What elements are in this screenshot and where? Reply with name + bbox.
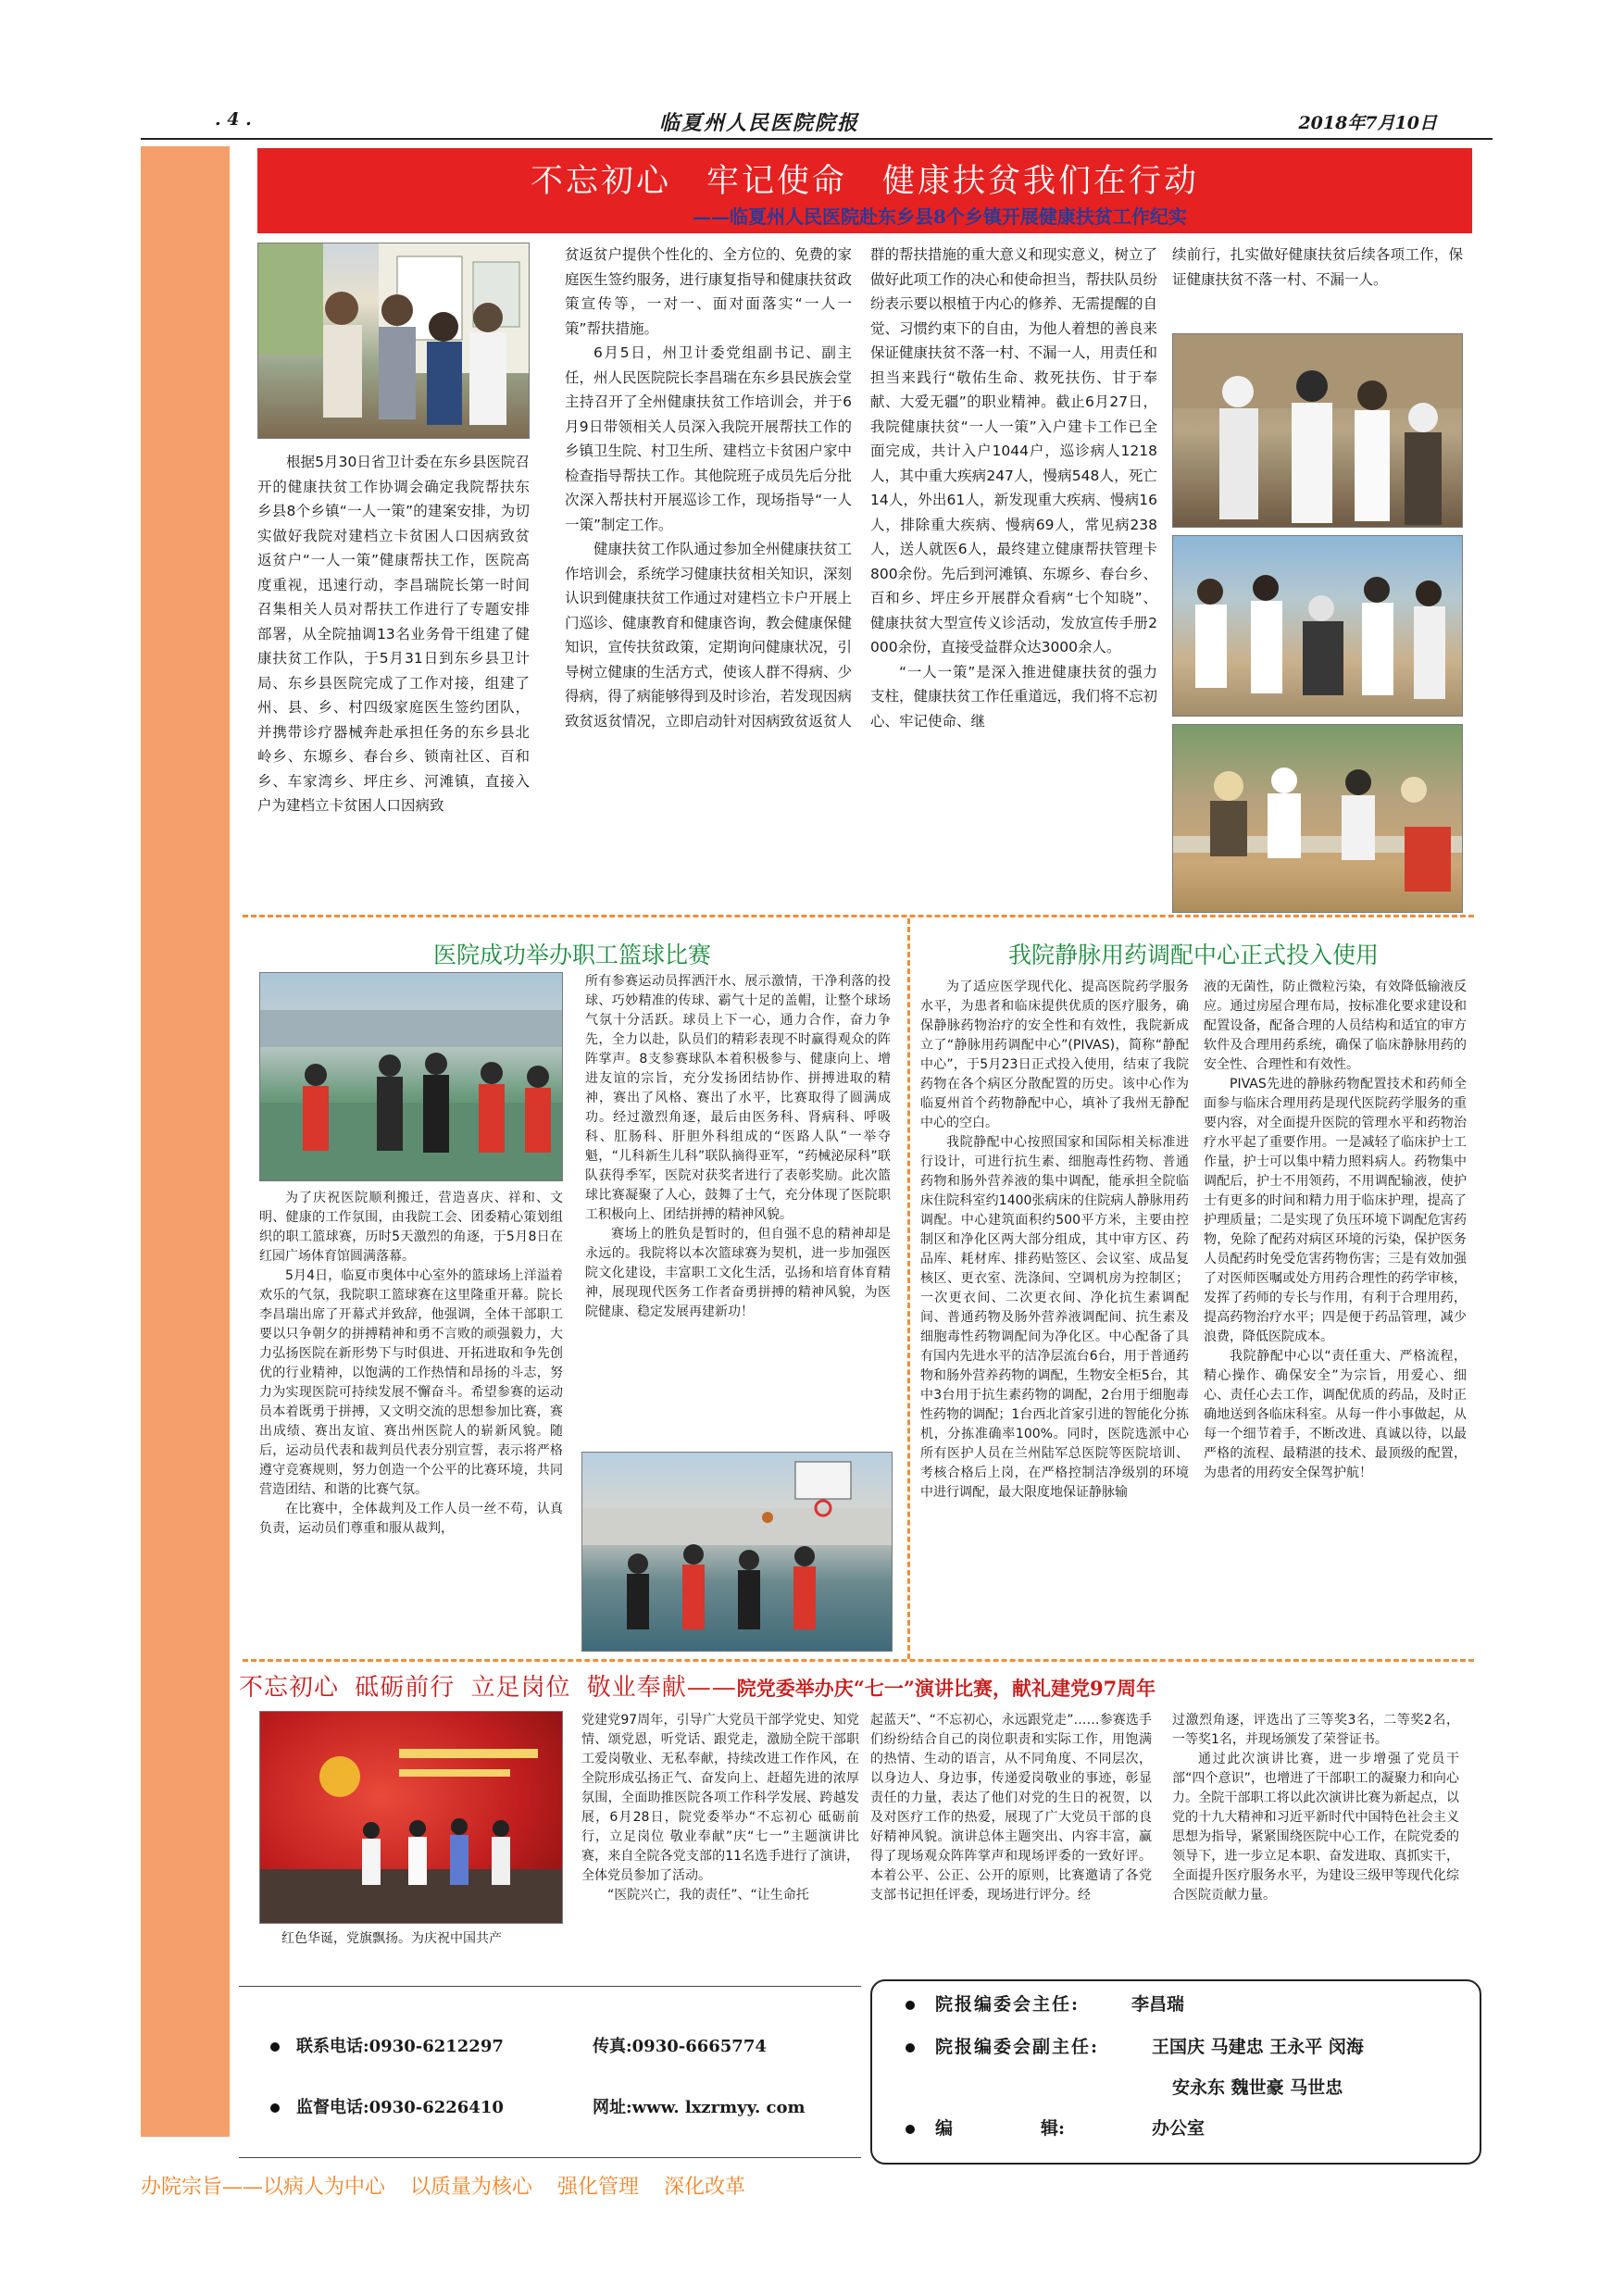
editor-chief-row (906, 1990, 1184, 2015)
pivas-col2-para: PIVAS先进的静脉药物配置技术和药师全面参与临床合理用药是现代医院药学服务的重要内容，对全面提升医院的管理水平和药物治疗水平起了重要作用。一是减轻了临床护士工作量，护士可以集中精力照料病人。药物集中调配后，护士不用领药，不用调配输液，使护士有更多的时间和精力用于临床护理，提高了护理质量；二是实现了负压环境下调配危害药物，免除了配药对病区环境的污染，保护医务人员配药时免受危害药物伤害；三是有效加强了对医师医嘱或处方用药合理性的药学审核，发挥了药师的专长与作用，有利于合理用药，提高药物治疗水平；四是便于药品管理，减少浪费，降低医院成本。 (1204, 1077, 1467, 1344)
bullet-icon (906, 2001, 915, 2010)
photo-home-visit-art (1173, 334, 1463, 528)
divider-mid (243, 915, 1474, 917)
photo-speech-stage (259, 1711, 563, 1924)
bullet-icon (906, 2125, 915, 2134)
article1-col1-para: 根据5月30日省卫计委在东乡县医院召开的健康扶贫工作协调会确定我院帮扶东乡县8个乡镇“一人一策”的建案安排，为切实做好我院对建档立卡贫困人口因病致贫返贫户“一人一策”健康帮扶工作，医院高度重视，迅速行动，李昌瑞院长第一时间召集相关人员对帮扶工作进行了专题安排部署，从全院抽调13名业务骨干组建了健康扶贫工作队，于5月31日到东乡县卫计局、东乡县医院完成了工作对接，组建了州、县、乡、村四级家庭医生签约团队，并携带诊疗器械奔赴承担任务的东乡县北岭乡、东塬乡、春台乡、锁南社区、百和乡、车家湾乡、坪庄乡、河滩镇，直接入户为建档立卡贫困人口因病致 (257, 454, 530, 814)
photo-checkup (1172, 535, 1463, 717)
pivas-col2 (1204, 978, 1467, 1644)
hospital-motto: 办院宗旨——以病人为中心 以质量为核心 强化管理 深化改革 (141, 2176, 745, 2199)
editor-row (906, 2115, 1205, 2140)
headline-banner (257, 148, 1472, 233)
article1-col2-para: 6月5日，州卫计委党组副书记、副主任，州人民医院院长李昌瑞在东乡县民族会堂主持召开了全州健康扶贫工作培训会，并于6月9日带领相关人员深入我院开展帮扶工作的乡镇卫生院、村卫生所、建档立卡贫困户家中检查指导帮扶工作。其他院班子成员先后分批次深入帮扶村开展巡诊工作，现场指导“一人一策”制定工作。 (565, 344, 852, 533)
speech-col3 (1172, 1711, 1459, 1961)
article1-col3-para: 群的帮扶措施的重大意义和现实意义，树立了做好此项工作的决心和使命担当，帮扶队员纷纷表示要以根植于内心的修养、无需提醒的自觉、习惯约束下的自由，为他人着想的善良来保证健康扶贫不落一村、不漏一人，用责任和担当来践行“敬佑生命、救死扶伤、甘于奉献、大爱无疆”的职业精神。截止6月27日，我院健康扶贫“一人一策”入户建卡工作已全面完成，共计入户1044户，巡诊病人1218人，其中重大疾病247人，慢病548人，死亡14人，外出61人，新发现重大疾病、慢病16人，排除重大疾病、慢病69人，常见病238人，送人就医6人，最终建立健康帮扶管理卡800余份。先后到河滩镇、东塬乡、春台乡、百和乡、坪庄乡开展群众看病“七个知晓”、健康扶贫大型宣传义诊活动，发放宣传手册2000余份，直接受益群众达3000余人。 (870, 246, 1157, 655)
bullet-icon (906, 2043, 915, 2053)
speech-title (239, 1668, 1461, 1703)
editor-deputy-names: 王国庆 马建忠 王永平 闵海 (1152, 2037, 1364, 2057)
photo-home-visit (1172, 333, 1463, 528)
article1-col2 (565, 243, 852, 902)
contact-website (593, 2094, 806, 2118)
footer-rule-top (239, 1986, 861, 1987)
editor-name: 办公室 (1152, 2118, 1206, 2139)
photo-village-visit (257, 243, 530, 439)
page-number: . 4 . (215, 109, 252, 130)
headline-subtitle: ——临夏州人民医院赴东乡县8个乡镇开展健康扶贫工作纪实 (693, 206, 1187, 228)
photo-checkup-art (1173, 536, 1463, 717)
photo-free-clinic-art (1173, 725, 1463, 913)
editor-deputy-row (906, 2033, 1364, 2058)
speech-title-main: 不忘初心 砥砺前行 立足岗位 敬业奉献—— (239, 1674, 737, 1702)
speech-col1-para: “医院兴亡，我的责任”、“让生命托 (607, 1888, 809, 1903)
article1-col4 (1172, 243, 1463, 326)
bullet-icon (270, 2103, 280, 2113)
photo-basketball-opening (259, 972, 563, 1181)
contact-fax (593, 2033, 767, 2057)
basketball-title: 医院成功举办职工篮球比赛 (432, 942, 711, 968)
speech-col2-para: 起蓝天”、“不忘初心，永远跟党走”……参赛选手们纷纷结合自己的岗位职责和实际工作，用饱满的热情、生动的语言，从不同角度、不同层次，以身边人、身边事，传递爱岗敬业的事迹，彰显责任的力量，表达了他们对党的生日的祝贺，以及对医疗工作的热爱，展现了广大党员干部的良好精神风貌。演讲总体主题突出、内容丰富，赢得了现场观众阵阵掌声和现场评委的一致好评。本着公平、公正、公开的原则，比赛邀请了各党支部书记担任评委，现场进行评分。经 (870, 1713, 1152, 1903)
basketball-col2-para: 赛场上的胜负是暂时的，但自强不息的精神却是永远的。我院将以本次篮球赛为契机，进一步加强医院文化建设，丰富职工文化生活，弘扬和培育体育精神，展现现代医务工作者奋勇拼搏的精神风貌，为医院健康、稳定发展再建新功！ (585, 1227, 891, 1319)
basketball-col1-para: 5月4日，临夏市奥体中心室外的篮球场上洋溢着欢乐的气氛，我院职工篮球赛在这里隆重开幕。院长李昌瑞出席了开幕式并致辞，他强调，全体干部职工要以只争朝夕的拼搏精神和勇不言败的顽强毅力，大力弘扬医院在新形势下与时俱进、开拓进取和争先创优的行业精神，以饱满的工作热情和昂扬的斗志，努力为实现医院可持续发展不懈奋斗。希望参赛的运动员本着既勇于拼搏，又文明交流的思想参加比赛，赛出成绩、赛出友谊、赛出州医院人的崭新风貌。随后，运动员代表和裁判员代表分别宣誓，表示将严格遵守竞赛规则，努力创造一个公平的比赛环境，共同营造团结、和谐的比赛气氛。 (259, 1268, 563, 1497)
article1-col1 (257, 450, 530, 900)
speech-col1-para: 党建党97周年，引导广大党员干部学党史、知党情、颂党恩，听党话、跟党走，激励全院干部职工爱岗敬业、无私奉献，持续改进工作作风，在全院形成弘扬正气、奋发向上、赶超先进的浓厚氛围，全面助推医院各项工作科学发展、跨越发展，6月28日，院党委举办“不忘初心 砥砺前行，立足岗位 敬业奉献”庆“七一”主题演讲比赛，来自全院各党支部的11名选手进行了演讲，全体党员参加了活动。 (581, 1713, 859, 1883)
bullet-icon (270, 2042, 280, 2052)
divider-lower (243, 1659, 1474, 1662)
issue-date: 2018年7月10日 (1298, 113, 1437, 133)
editor-chief-label: 院报编委会主任: (935, 1994, 1081, 2015)
headline-title: 不忘初心 牢记使命 健康扶贫我们在行动 (530, 163, 1199, 200)
left-accent-strip (141, 146, 230, 2137)
editor-chief-name: 李昌瑞 (1131, 1994, 1185, 2015)
newspaper-name: 临夏州人民医院院报 (659, 111, 860, 135)
contact-phone-text: 联系电话:0930-6212297 (296, 2037, 504, 2056)
pivas-title: 我院静脉用药调配中心正式投入使用 (1007, 942, 1379, 968)
basketball-col1-para: 为了庆祝医院顺利搬迁，营造喜庆、祥和、文明、健康的工作氛围，由我院工会、团委精心策划组织的职工篮球赛，历时5天激烈的角逐，于5月8日在红园广场体育馆圆满落幕。 (259, 1191, 563, 1264)
contact-website-text: 网址:www. lxzrmyy. com (593, 2098, 806, 2117)
basketball-col2 (585, 972, 891, 1444)
speech-title-sub: 院党委举办庆“七一”演讲比赛，献礼建党97周年 (736, 1677, 1156, 1700)
page-header (141, 100, 1493, 137)
editor-label: 编 辑: (935, 2118, 1066, 2139)
footer-rule-bottom (239, 2157, 861, 2158)
article1-col2-para: 健康扶贫工作队通过参加全州健康扶贫工作培训会，系统学习健康扶贫相关知识，深刻认识到健康扶贫工作通过对建档立卡户开展上门巡诊、健康教育和健康咨询，教会健康保健知识，宣传扶贫政策，定期询问健康状况，引导树立健康的生活方式，使该人群不得病、少得病，得了病能够得到及时诊治，若发现因病致贫返贫情况，立即启动针对因病致贫返贫人 (565, 541, 852, 730)
pivas-col1-para: 我院静配中心按照国家和国际相关标准进行设计，可进行抗生素、细胞毒性药物、普通药物和肠外营养液的集中调配，能承担全院临床住院科室约1400张病床的住院病人静脉用药调配。中心建筑面积约500平方米，主要由控制区和净化区两大部分组成，其中审方区、药品库、耗材库、排药贴签区、会议室、成品复核区、更衣室、洗涤间、空调机房为控制区；一次更衣间、二次更衣间、净化抗生素调配间、普通药物及肠外营养液调配间、抗生素及细胞毒性药物调配间为净化区。中心配备了具有国内先进水平的洁净层流台6台，用于普通药物和肠外营养药物的调配，生物安全柜5台，其中3台用于抗生素药物的调配，2台用于细胞毒性药物的调配；1台西北首家引进的智能化分拣机，分拣准确率100%。同时，医院选派中心所有医护人员在兰州陆军总医院等医院培训、考核合格后上岗，在严格控制洁净级别的环境中进行调配，最大限度地保证静脉输 (920, 1135, 1189, 1500)
speech-col3-para: 过激烈角逐，评选出了三等奖3名，二等奖2名，一等奖1名，并现场颁发了荣誉证书。 (1172, 1713, 1459, 1747)
pivas-col1 (920, 978, 1189, 1644)
divider-vertical (907, 918, 910, 1659)
pivas-col2-para: 液的无菌性，防止微粒污染，有效降低输液反应。通过房屋合理布局，按标准化要求建设和配置设备，配备合理的人员结构和适宜的审方软件及合理用药系统，确保了临床静脉用药的安全性、合理性和有效性。 (1204, 980, 1467, 1072)
photo-free-clinic (1172, 724, 1463, 913)
editor-deputy-row-2 (1172, 2074, 1343, 2099)
editor-deputy-label: 院报编委会副主任: (935, 2037, 1100, 2057)
article1-col4-para: 续前行，扎实做好健康扶贫后续各项工作，保证健康扶贫不落一村、不漏一人。 (1172, 246, 1463, 288)
article1-col3-para: “一人一策”是深入推进健康扶贫的强力支柱，健康扶贫工作任重道远，我们将不忘初心、牢记使命、继 (870, 663, 1157, 730)
editor-deputy-names-2: 安永东 魏世豪 马世忠 (1172, 2078, 1343, 2098)
contact-fax-text: 传真:0930-6665774 (593, 2037, 767, 2056)
photo-basketball-game-art (582, 1453, 893, 1652)
speech-photo-caption: 红色华诞，党旗飘扬。为庆祝中国共产 (281, 1931, 502, 1946)
photo-speech-stage-art (260, 1712, 563, 1924)
contact-supervise-text: 监督电话:0930-6226410 (296, 2098, 504, 2117)
pivas-col1-para: 为了适应医学现代化、提高医院药学服务水平，为患者和临床提供优质的医疗服务，确保静脉药物治疗的安全性和有效性，我院新成立了“静脉用药调配中心”(PIVAS)，简称“静配中心”，于5月23日正式投入使用，结束了我院药物在各个病区分散配置的历史。该中心作为临夏州首个药物静配中心，填补了我州无静配中心的空白。 (920, 980, 1189, 1130)
article1-col3 (870, 243, 1157, 902)
speech-col1 (581, 1711, 859, 1961)
photo-basketball-game (581, 1452, 893, 1652)
photo-village-visit-art (258, 243, 530, 439)
speech-col3-para: 通过此次演讲比赛，进一步增强了党员干部“四个意识”，也增进了干部职工的凝聚力和向心力。全院干部职工将以此次演讲比赛为新起点，以党的十九大精神和习近平新时代中国特色社会主义思想为指导，紧紧围绕医院中心工作，在院党委的领导下，进一步立足本职、奋发进取、真抓实干，全面提升医疗服务水平，为建设三级甲等现代化综合医院贡献力量。 (1172, 1752, 1459, 1903)
speech-col2 (870, 1711, 1152, 1961)
photo-basketball-opening-art (260, 973, 563, 1181)
contact-supervise (270, 2094, 504, 2118)
basketball-col1 (259, 1189, 563, 1633)
contact-phone (270, 2033, 504, 2057)
article1-col2-para: 贫返贫户提供个性化的、全方位的、免费的家庭医生签约服务，进行康复指导和健康扶贫政策宣传等，一对一、面对面落实“一人一策”帮扶措施。 (565, 246, 852, 337)
basketball-col2-para: 所有参赛运动员挥洒汗水、展示激情，干净利落的投球、巧妙精准的传球、霸气十足的盖帽，让整个球场气氛十分活跃。球员上下一心，通力合作，奋力争先，全力以赴，队员们的精彩表现不时赢得观众的阵阵掌声。8支参赛球队本着积极参与、健康向上、增进友谊的宗旨，充分发扬团结协作、拼搏进取的精神，赛出了风格、赛出了水平，比赛取得了圆满成功。经过激烈角逐，最后由医务科、肾病科、呼吸科、肛肠科、肝胆外科组成的“医路人队”一举夺魁，“儿科新生儿科”联队摘得亚军，“药械泌尿科”联队获得季军，医院对获奖者进行了表彰奖励。此次篮球比赛凝聚了人心，鼓舞了士气，充分体现了医院职工积极向上、团结拼搏的精神风貌。 (585, 974, 891, 1222)
basketball-col1-para: 在比赛中，全体裁判及工作人员一丝不苟，认真负责，运动员们尊重和服从裁判， (259, 1502, 563, 1536)
pivas-col2-para: 我院静配中心以“责任重大、严格流程，精心操作、确保安全”为宗旨，用爱心、细心、责任心去工作，调配优质的药品，及时正确地送到各临床科室。从每一件小事做起，从每一个细节着手，不断改进、真诚以待，以最严格的流程、最精湛的技术、最顶级的配置，为患者的用药安全保驾护航！ (1204, 1349, 1467, 1480)
header-rule (141, 138, 1493, 140)
